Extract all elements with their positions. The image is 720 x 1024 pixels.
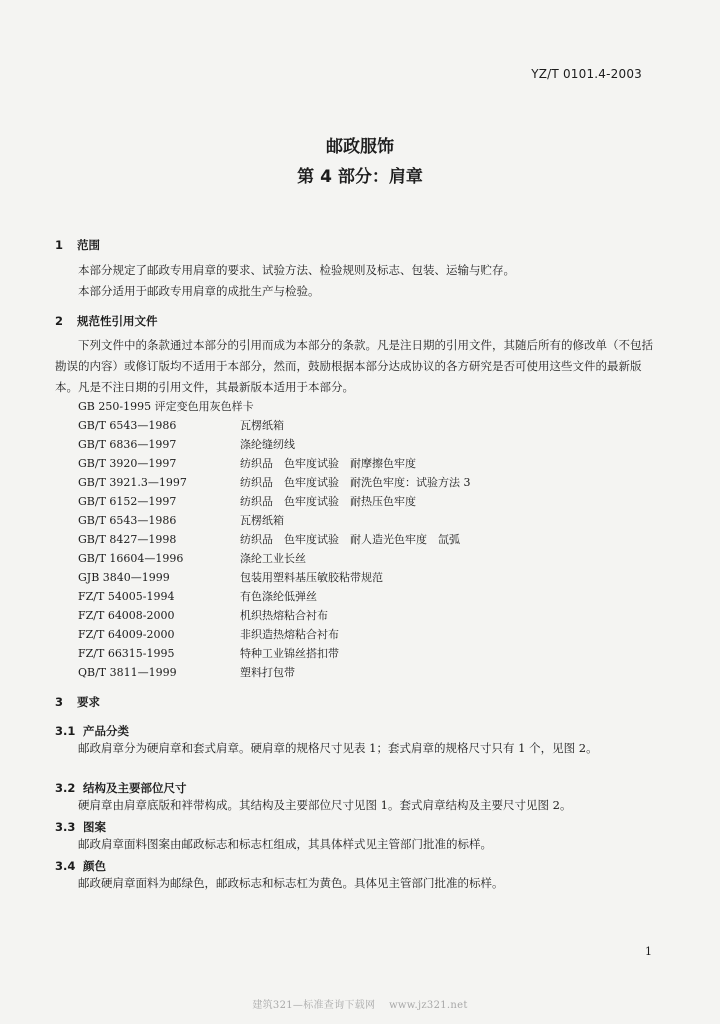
document-title: 邮政服饰 [326,137,394,157]
reference-code: GB/T 3920—1997 [78,457,177,470]
section-3-heading [55,694,100,710]
subsection-3-4-paragraph: 邮政硬肩章面料为邮绿色，邮政标志和标志杠为黄色。具体见主管部门批准的标样。 [78,876,504,890]
reference-code: FZ/T 54005-1994 [78,590,175,603]
reference-code: GB/T 6543—1986 [78,514,177,527]
subsection-number: 3.1 [55,724,76,738]
reference-title: 纺织品 色牢度试验 耐人造光色牢度 氙弧 [240,533,460,546]
reference-title: 瓦楞纸箱 [240,514,284,527]
subsection-title: 产品分类 [83,724,129,738]
reference-title: 机织热熔粘合衬布 [240,609,328,622]
subsection-title: 图案 [83,820,106,834]
reference-title: 纺织品 色牢度试验 耐摩擦色牢度 [240,457,416,470]
reference-code: FZ/T 64008-2000 [78,609,175,622]
reference-item [78,416,471,435]
subsection-3-2-heading [55,780,187,796]
reference-item [78,663,471,682]
reference-item [78,435,471,454]
reference-title: 涤纶缝纫线 [240,438,295,451]
page-number: 1 [645,945,652,958]
subsection-3-3-paragraph: 邮政肩章面料图案由邮政标志和标志杠组成，其具体样式见主管部门批准的标样。 [78,837,492,851]
reference-title: 纺织品 色牢度试验 耐热压色牢度 [240,495,416,508]
subsection-3-3-heading [55,819,106,835]
section-2-heading [55,313,158,329]
subsection-3-1-heading [55,723,129,739]
reference-item [78,473,471,492]
reference-item [78,530,471,549]
section-number: 2 [55,314,64,328]
subsection-title: 结构及主要部位尺寸 [83,781,187,795]
subsection-3-2-paragraph: 硬肩章由肩章底版和袢带构成。其结构及主要部位尺寸见图 1。套式肩章结构及主要尺寸见图 2。 [78,798,572,812]
reference-item [78,606,471,625]
section-title: 要求 [77,695,100,709]
reference-code: GB/T 3921.3—1997 [78,476,187,489]
reference-code: GB/T 6152—1997 [78,495,177,508]
reference-item [78,511,471,530]
subsection-number: 3.2 [55,781,76,795]
reference-title: 包装用塑料基压敏胶粘带规范 [240,571,383,584]
document-subtitle: 第 4 部分：肩章 [297,167,423,187]
reference-code: GB/T 6543—1986 [78,419,177,432]
document-code: YZ/T 0101.4-2003 [531,67,642,81]
reference-code: GB/T 16604—1996 [78,552,184,565]
reference-title: 非织造热熔粘合衬布 [240,628,339,641]
section-1-paragraph-1: 本部分规定了邮政专用肩章的要求、试验方法、检验规则及标志、包装、运输与贮存。 [78,263,515,277]
subsection-number: 3.4 [55,859,76,873]
subsection-3-1-paragraph: 邮政肩章分为硬肩章和套式肩章。硬肩章的规格尺寸见表 1；套式肩章的规格尺寸只有 1 个，见图 2。 [78,741,598,755]
watermark-footer: 建筑321—标准查询下载网 www.jz321.net [252,1000,468,1011]
subsection-number: 3.3 [55,820,76,834]
section-2-paragraph: 下列文件中的条款通过本部分的引用而成为本部分的条款。凡是注日期的引用文件，其随后所有的修改单（不包括勘误的内容）或修订版均不适用于本部分，然而，鼓励根据本部分达成协议的各方研究是否可使用这些文件的最新版本。凡是不注日期的引用文件，其最新版本适用于本部分。 [55,338,653,394]
section-1-paragraph-2: 本部分适用于邮政专用肩章的成批生产与检验。 [78,284,320,298]
reference-code: GJB 3840—1999 [78,571,170,584]
reference-title: 涤纶工业长丝 [240,552,306,565]
section-1-heading [55,237,100,253]
reference-title: 纺织品 色牢度试验 耐洗色牢度：试验方法 3 [240,476,471,489]
reference-item [78,568,471,587]
reference-list [78,397,471,682]
subsection-title: 颜色 [83,859,106,873]
reference-code: FZ/T 66315-1995 [78,647,175,660]
section-title: 规范性引用文件 [77,314,158,328]
reference-title: 塑料打包带 [240,666,295,679]
section-title: 范围 [77,238,100,252]
reference-item [78,587,471,606]
reference-code: FZ/T 64009-2000 [78,628,175,641]
reference-item [78,454,471,473]
section-number: 1 [55,238,64,252]
reference-item [78,492,471,511]
reference-title: 特种工业锦丝搭扣带 [240,647,339,660]
reference-item: GB 250-1995 评定变色用灰色样卡 [78,400,254,413]
reference-code: GB/T 6836—1997 [78,438,177,451]
reference-code: QB/T 3811—1999 [78,666,177,679]
reference-title: 瓦楞纸箱 [240,419,284,432]
reference-item [78,625,471,644]
subsection-3-4-heading [55,858,106,874]
reference-title: 有色涤纶低弹丝 [240,590,317,603]
reference-code: GB/T 8427—1998 [78,533,177,546]
reference-item [78,549,471,568]
reference-item [78,644,471,663]
section-number: 3 [55,695,64,709]
